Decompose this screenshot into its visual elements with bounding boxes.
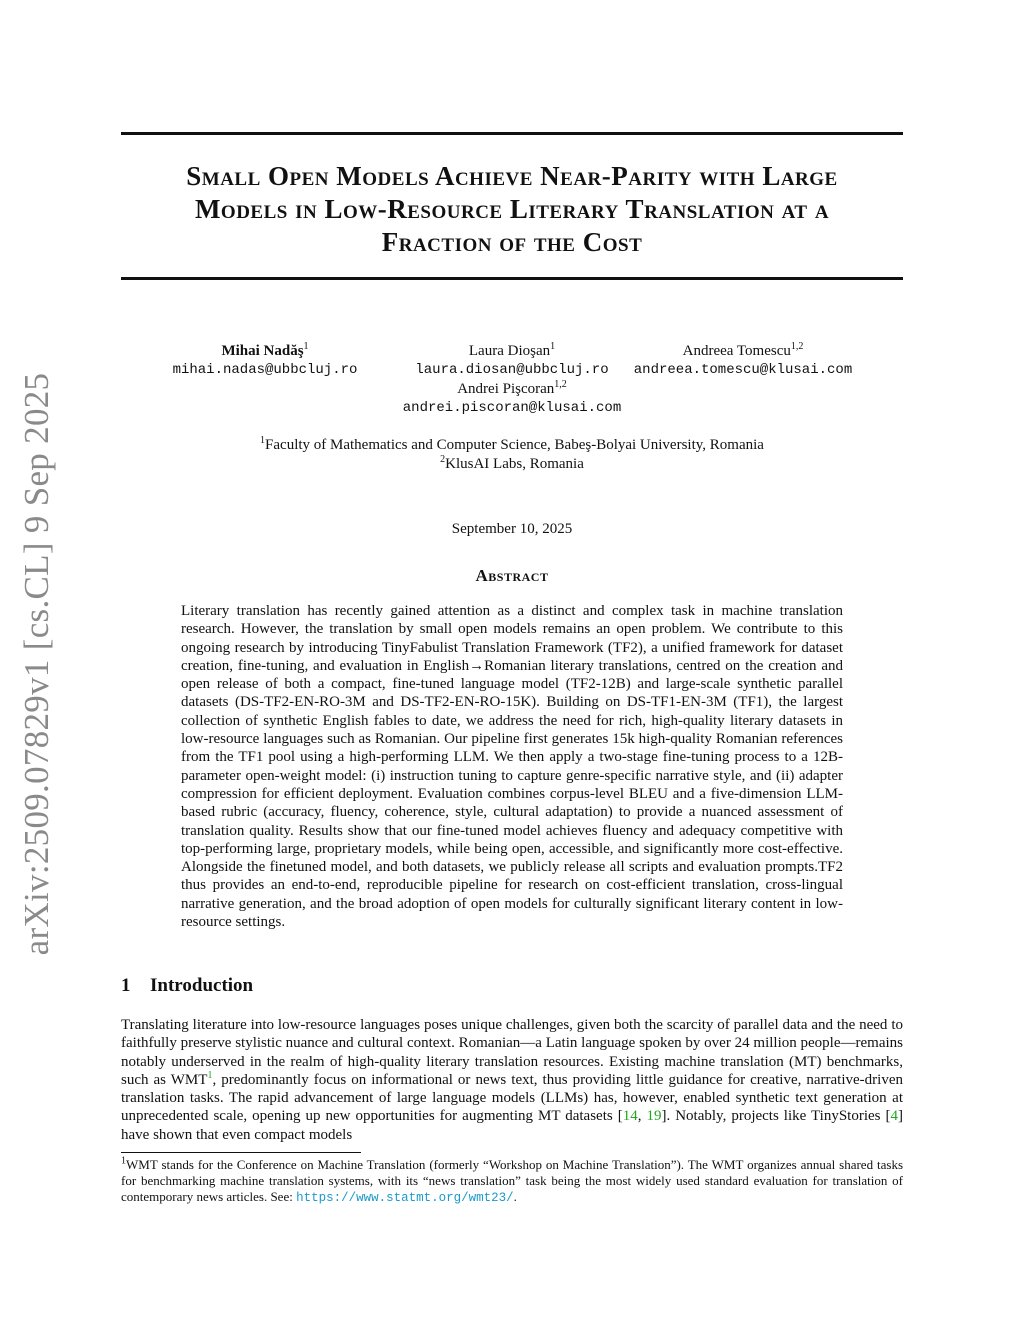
section-heading: 1 Introduction <box>121 975 254 996</box>
author-name: Mihai Nadăş$^1$ <box>221 341 309 359</box>
author-email[interactable]: andrei.piscoran@klusai.com <box>402 400 622 416</box>
author-name: Laura Dioşan$^1$ <box>468 341 556 359</box>
intro-paragraph: Translating literature into low-resource languages poses unique challenges, given both the scarcity of parallel data and the need to faithfully preserve stylistic nuance and cultural context. Romanian—a Latin language spoken by over 24 million people—remains notably underserved in the realm of high-quality literary translation resources. Existing machine translation (MT) benchmarks, such as WMT$^1$, predominantly focus on informational or news text, thus providing little guidance for creative, narrative-driven translation tasks. The rapid advancement of large language models (LLMs) has, however, enabled synthetic text generation at unprecedented scale, opening up new opportunities for augmenting MT datasets [14, 19]. Notably, projects like TinyStories [4] have shown that even compact models <box>121 1017 903 1143</box>
abstract-text: Literary translation has recently gained attention as a distinct and complex task in machine translation research. However, the translation by small open models remains an open problem. We contribute to this ongoing research by introducing TinyFabulist Translation Framework (TF2), a unified framework for dataset creation, fine-tuning, and evaluation in English→Romanian literary translations, centred on the creation and open release of both a compact, fine-tuned language model (TF2-12B) and large-scale synthetic parallel datasets (DS-TF2-EN-RO-3M and DS-TF2-EN-RO-15K). Building on DS-TF1-EN-3M (TF1), the largest collection of synthetic English fables to date, we address the need for rich, high-quality literary datasets in low-resource languages such as Romanian. Our pipeline first generates 15k high-quality Romanian references from the TF1 pool using a high-performing LLM. We then apply a two-stage fine-tuning process to a 12B-parameter open-weight model: (i) instruction tuning to capture genre-specific narrative style, and (ii) adapter compression for efficient deployment. Evaluation combines corpus-level BLEU and a five-dimension LLM-based rubric (accuracy, fluency, coherence, style, cultural adaptation) to provide a nuanced assessment of translation quality. Results show that our fine-tuned model achieves fluency and adequacy competitive with top-performing large, proprietary models, while being open, accessible, and significantly more cost-effective. Alongside the finetuned model, and both datasets, we publicly release all scripts and evaluation prompts.TF2 thus provides an end-to-end, reproducible pipeline for research on cost-efficient translation, cross-lingual narrative generation, and the broad adoption of open models for culturally significant literary content in low-resource settings. <box>181 603 843 931</box>
citation-link[interactable]: 19 <box>646 1108 662 1125</box>
citation-link[interactable]: 14 <box>622 1108 638 1125</box>
footnote-rule <box>121 1152 361 1153</box>
title-line: Small Open Models Achieve Near-Parity with Large <box>186 161 838 191</box>
footnote-url-link[interactable]: https://www.statmt.org/wmt23/ <box>296 1191 514 1205</box>
publication-date: September 10, 2025 <box>451 521 573 537</box>
citation-link[interactable]: 4 <box>890 1108 898 1125</box>
author-email[interactable]: mihai.nadas@ubbcluj.ro <box>172 362 358 378</box>
author-email[interactable]: andreea.tomescu@klusai.com <box>633 362 853 378</box>
arxiv-side-stamp <box>10 372 64 956</box>
affiliation: $^2$KlusAI Labs, Romania <box>440 454 584 472</box>
title-line: Fraction of the Cost <box>381 227 643 257</box>
abstract-heading: Abstract <box>475 566 549 585</box>
affiliation: $^1$Faculty of Mathematics and Computer Science, Babeş-Bolyai University, Romania <box>260 435 764 453</box>
author-name: Andreea Tomescu$^{1,2}$ <box>682 341 804 359</box>
author-block <box>626 342 860 380</box>
title-top-rule <box>121 132 903 135</box>
footnote: $^1$WMT stands for the Conference on Machine Translation (formerly “Workshop on Machine Translation”). The WMT organizes annual shared tasks for benchmarking machine translation systems, with its “news translation” task being the most widely used standard evaluation for translation of contemporary news articles. See: https://www.statmt.org/wmt23/. <box>121 1155 903 1205</box>
author-block <box>150 342 380 380</box>
author-name: Andrei Pişcoran$^{1,2}$ <box>457 379 567 397</box>
author-block <box>390 380 634 418</box>
title-bottom-rule <box>121 277 903 280</box>
author-email[interactable]: laura.diosan@ubbcluj.ro <box>415 362 609 378</box>
paper-title <box>121 160 903 259</box>
footnote-ref[interactable]: 1 <box>207 1069 213 1081</box>
title-line: Models in Low-Resource Literary Translation at a <box>194 194 830 224</box>
author-block <box>390 342 634 380</box>
arxiv-identifier: arXiv:2509.07829v1 [cs.CL] 9 Sep 2025 <box>17 372 56 956</box>
